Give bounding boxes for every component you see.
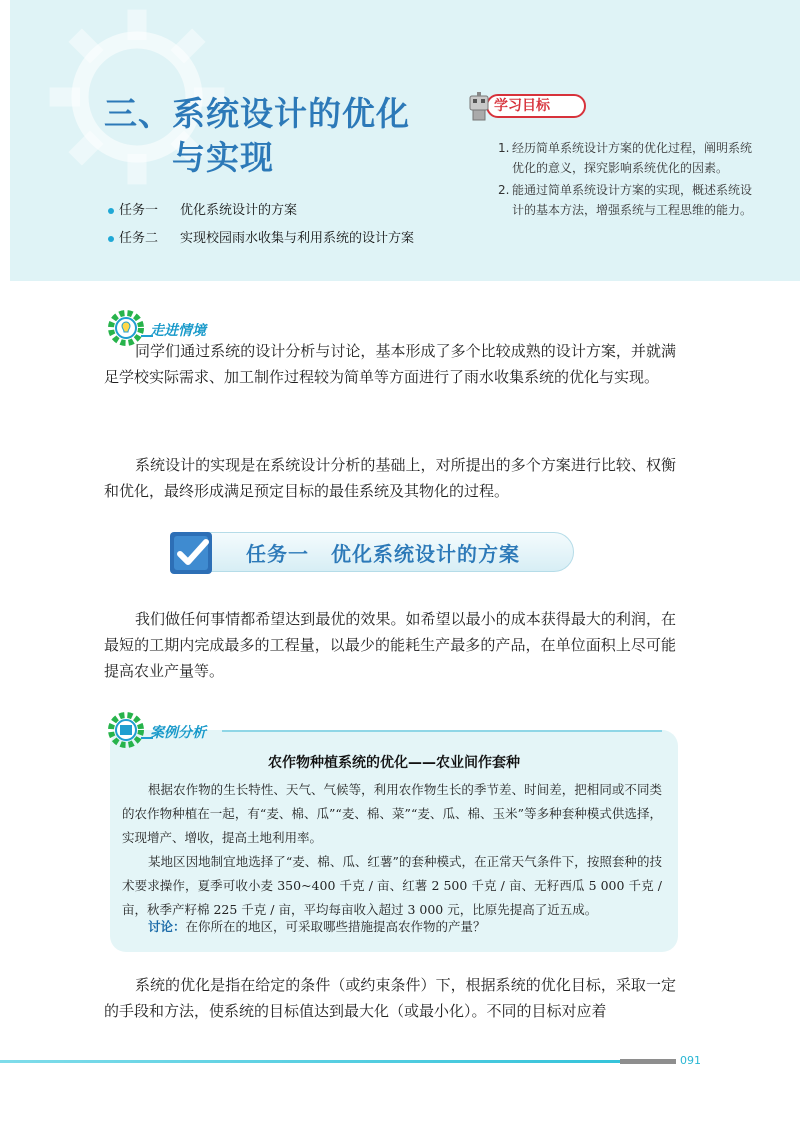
task1-title: 优化系统设计的方案 bbox=[331, 542, 520, 566]
case-paragraph-2: 某地区因地制宜地选择了“麦、棉、瓜、红薯”的套种模式，在正常天气条件下，按照套种的技术要求操作，夏季可收小麦 350~400 千克 / 亩、红薯 2 500 千克 / 亩、无籽西瓜 5 000 千克 / 亩，秋季产籽棉 225 千克 / 亩，平均每亩收入超过 3 000 元，比原先提高了近五成。 bbox=[122, 854, 662, 917]
objective-number: 1. bbox=[498, 141, 510, 155]
closing-paragraph: 系统的优化是指在给定的条件（或约束条件）下，根据系统的优化目标，采取一定的手段和方法，使系统的目标值达到最大化（或最小化）。不同的目标对应着 bbox=[104, 976, 676, 1020]
objective-number: 2. bbox=[498, 183, 510, 197]
checkmark-icon bbox=[168, 528, 218, 578]
footer-rule bbox=[0, 1060, 620, 1063]
task-label: 任务二 bbox=[119, 231, 159, 246]
case-tag-label: 案例分析 bbox=[150, 725, 206, 741]
intro-tag-label: 走进情境 bbox=[150, 323, 206, 339]
case-discussion bbox=[148, 917, 486, 935]
task1-banner-title bbox=[246, 538, 520, 567]
task-label: 任务一 bbox=[119, 203, 159, 218]
case-tag-underline bbox=[222, 730, 662, 732]
objective-text: 能通过简单系统设计方案的实现，概述系统设计的基本方法，增强系统与工程思维的能力。 bbox=[512, 183, 753, 217]
task1-paragraph: 我们做任何事情都希望达到最优的效果。如希望以最小的成本获得最大的利润，在最短的工期内完成最多的工程量，以最少的能耗生产最多的产品，在单位面积上尽可能提高农业产量等。 bbox=[104, 610, 676, 680]
page-number: 091 bbox=[680, 1054, 701, 1067]
objective-item-1 bbox=[498, 138, 760, 178]
learning-objectives-badge bbox=[464, 90, 590, 120]
task1-label: 任务一 bbox=[246, 542, 309, 566]
chapter-title-line1: 三、系统设计的优化 bbox=[104, 94, 410, 133]
footer-marker bbox=[620, 1059, 676, 1064]
badge-label: 学习目标 bbox=[494, 98, 550, 114]
robot-icon bbox=[464, 90, 498, 124]
task-text: 实现校园雨水收集与利用系统的设计方案 bbox=[180, 231, 415, 246]
task-text: 优化系统设计的方案 bbox=[180, 203, 298, 218]
bullet-icon bbox=[108, 208, 114, 214]
intro-paragraph-1: 同学们通过系统的设计分析与讨论，基本形成了多个比较成熟的设计方案，并就满足学校实际需求、加工制作过程较为简单等方面进行了雨水收集系统的优化与实现。 bbox=[104, 342, 676, 386]
discussion-text: 在你所在的地区，可采取哪些措施提高农作物的产量？ bbox=[185, 919, 486, 934]
chapter-title-line2: 与实现 bbox=[172, 138, 274, 177]
task-list-item-1 bbox=[108, 201, 414, 229]
case-paragraph-1: 根据农作物的生长特性、天气、气候等，利用农作物生长的季节差、时间差，把相同或不同类的农作物种植在一起，有“麦、棉、瓜”“麦、棉、菜”“麦、瓜、棉、玉米”等多种套种模式供选择，实现增产、增收，提高土地利用率。 bbox=[122, 782, 662, 845]
chapter-title bbox=[104, 92, 434, 180]
learning-objectives-list bbox=[498, 138, 760, 222]
intro-paragraph-2: 系统设计的实现是在系统设计分析的基础上，对所提出的多个方案进行比较、权衡和优化，最终形成满足预定目标的最佳系统及其物化的过程。 bbox=[104, 456, 676, 500]
bullet-icon bbox=[108, 236, 114, 242]
objective-item-2 bbox=[498, 180, 760, 220]
task1-banner bbox=[168, 528, 576, 578]
case-title: 农作物种植系统的优化——农业间作套种 bbox=[268, 755, 520, 771]
task-list-item-2 bbox=[108, 229, 414, 257]
discussion-label: 讨论： bbox=[148, 919, 186, 934]
objective-text: 经历简单系统设计方案的优化过程，阐明系统优化的意义，探究影响系统优化的因素。 bbox=[512, 141, 753, 175]
task-list bbox=[108, 201, 414, 257]
